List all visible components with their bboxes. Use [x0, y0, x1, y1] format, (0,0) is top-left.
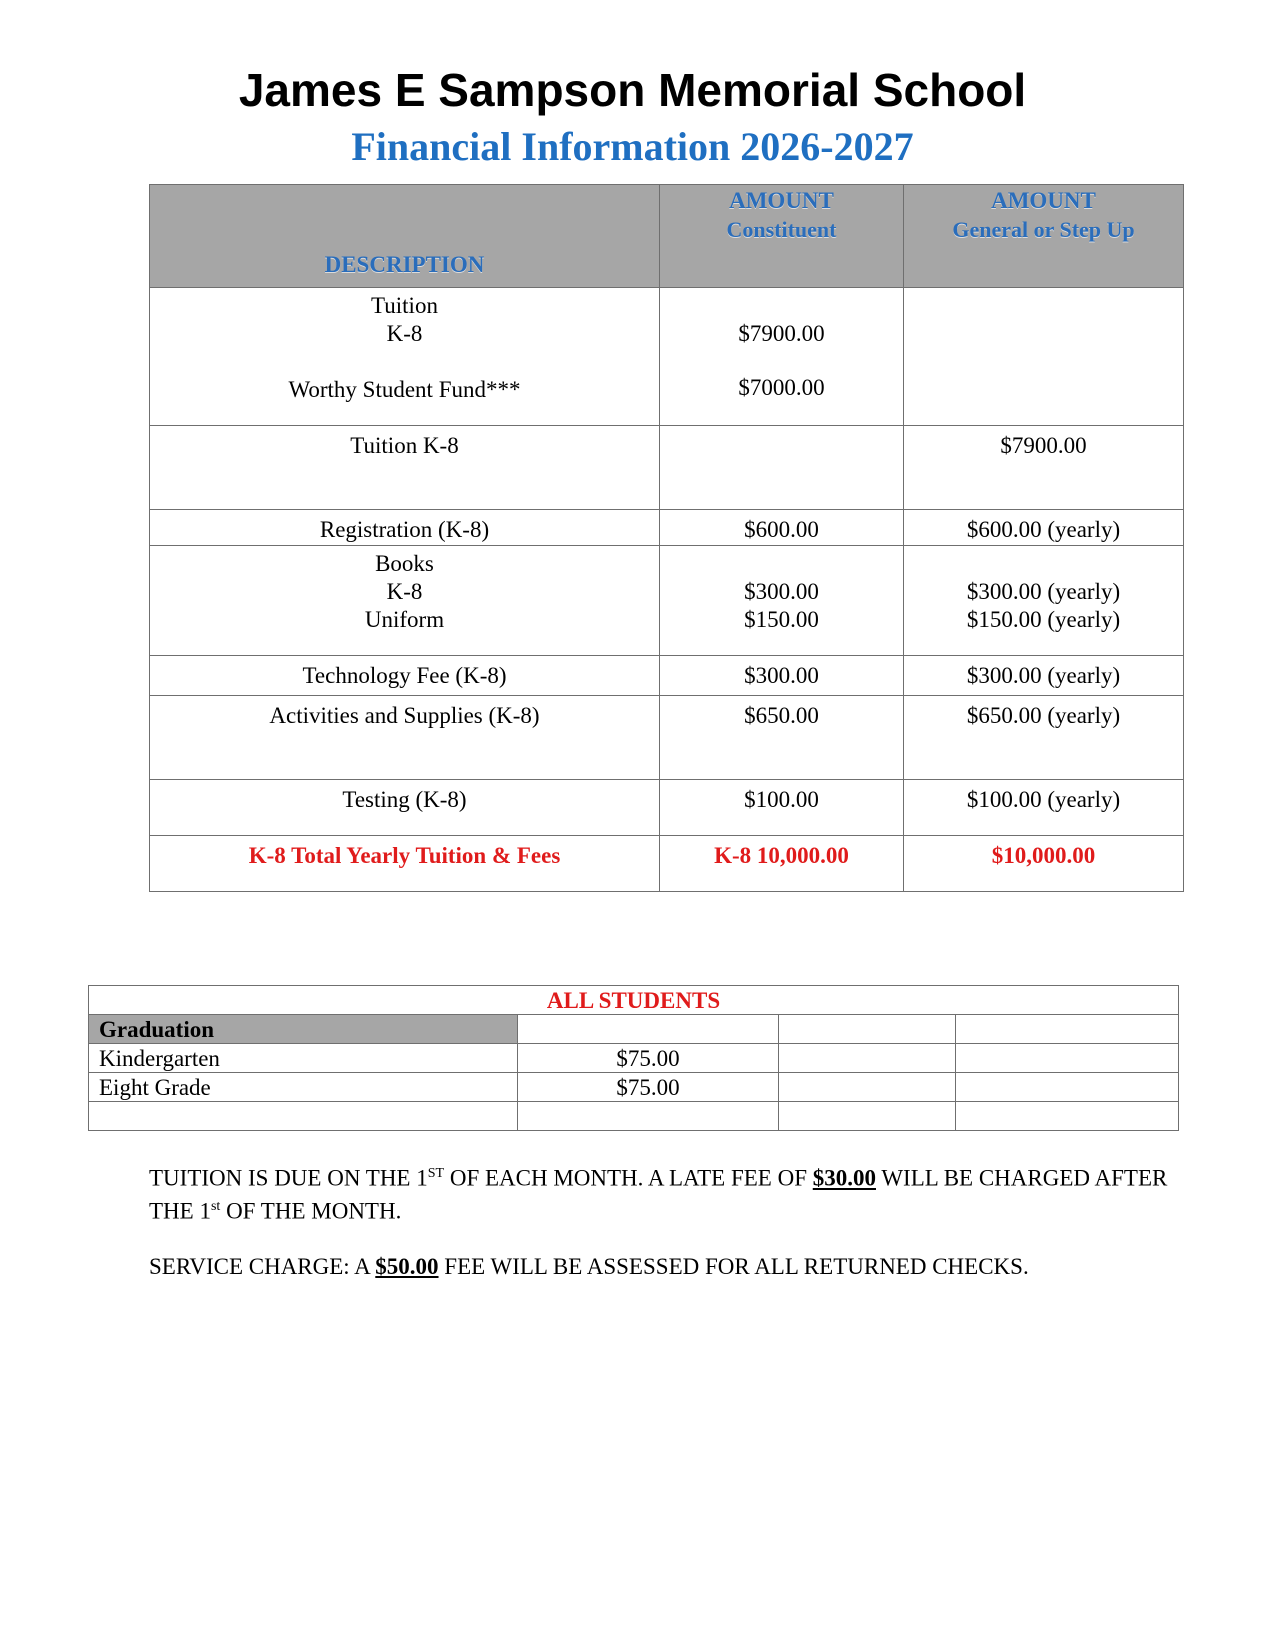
header-amount-label: AMOUNT — [729, 188, 834, 213]
header-constituent-label: Constituent — [726, 217, 837, 242]
empty-cell — [518, 1102, 779, 1131]
header-description: DESCRIPTION — [150, 185, 660, 288]
cell-amount-general: $300.00 (yearly) — [904, 656, 1184, 696]
empty-cell — [779, 1102, 956, 1131]
graduation-row — [89, 1044, 1179, 1073]
document-subtitle: Financial Information 2026-2027 — [351, 124, 914, 169]
tuition-due-note: TUITION IS DUE ON THE 1ST OF EACH MONTH. A LATE FEE OF $30.00 WILL BE CHARGED AFTER THE 1st OF THE MONTH. — [149, 1165, 1168, 1224]
row-tuition-general — [150, 426, 1184, 510]
cell-description: Tuition K-8 — [150, 426, 660, 510]
cell-amount-constituent — [660, 288, 904, 426]
row-registration — [150, 510, 1184, 546]
cell-total-general: $10,000.00 — [904, 836, 1184, 892]
cell-description: Activities and Supplies (K-8) — [150, 696, 660, 780]
graduation-item-amount: $75.00 — [518, 1044, 779, 1073]
cell-amount-constituent — [660, 426, 904, 510]
desc-line: Worthy Student Fund*** — [288, 377, 521, 402]
cell-amount-general: $650.00 (yearly) — [904, 696, 1184, 780]
empty-cell — [518, 1015, 779, 1044]
cell-amount-general: $600.00 (yearly) — [904, 510, 1184, 546]
cell-total-description: K-8 Total Yearly Tuition & Fees — [150, 836, 660, 892]
desc-line: Books — [375, 551, 434, 576]
cell-total-constituent: K-8 10,000.00 — [660, 836, 904, 892]
empty-cell — [956, 1015, 1179, 1044]
cell-amount-general — [904, 546, 1184, 656]
cell-description — [150, 288, 660, 426]
payment-notes — [149, 1160, 1199, 1309]
fee-table — [149, 184, 1184, 892]
late-fee-amount: $30.00 — [812, 1165, 876, 1191]
desc-line: K-8 — [386, 579, 423, 604]
cell-amount-general: $7900.00 — [904, 426, 1184, 510]
cell-description — [150, 546, 660, 656]
cell-amount-constituent: $650.00 — [660, 696, 904, 780]
header-general-label: General or Step Up — [952, 217, 1135, 242]
service-charge-note: SERVICE CHARGE: A $50.00 FEE WILL BE ASSESSED FOR ALL RETURNED CHECKS. — [149, 1254, 1029, 1280]
graduation-label: Graduation — [89, 1015, 518, 1044]
graduation-item-amount: $75.00 — [518, 1073, 779, 1102]
row-activities — [150, 696, 1184, 780]
service-fee-amount: $50.00 — [375, 1254, 439, 1280]
empty-cell — [89, 1102, 518, 1131]
cell-amount-constituent — [660, 546, 904, 656]
header-amount-general — [904, 185, 1184, 288]
row-technology — [150, 656, 1184, 696]
cell-amount-constituent: $100.00 — [660, 780, 904, 836]
row-testing — [150, 780, 1184, 836]
desc-line: Tuition — [371, 293, 438, 318]
empty-cell — [956, 1044, 1179, 1073]
empty-cell — [779, 1073, 956, 1102]
empty-cell — [779, 1044, 956, 1073]
header-amount-label: AMOUNT — [991, 188, 1096, 213]
header-amount-constituent — [660, 185, 904, 288]
graduation-table — [88, 985, 1179, 1131]
empty-cell — [956, 1102, 1179, 1131]
cell-description: Testing (K-8) — [150, 780, 660, 836]
graduation-item-name: Eight Grade — [89, 1073, 518, 1102]
graduation-heading-row — [89, 986, 1179, 1015]
graduation-empty-row — [89, 1102, 1179, 1131]
amount-value: $7900.00 — [738, 321, 825, 346]
all-students-heading: ALL STUDENTS — [89, 986, 1179, 1015]
cell-amount-constituent: $600.00 — [660, 510, 904, 546]
amount-value: $300.00 (yearly) — [966, 579, 1121, 604]
graduation-row — [89, 1073, 1179, 1102]
school-name: James E Sampson Memorial School — [238, 64, 1027, 116]
cell-description: Technology Fee (K-8) — [150, 656, 660, 696]
amount-value: $7000.00 — [738, 375, 825, 400]
cell-amount-constituent: $300.00 — [660, 656, 904, 696]
graduation-label-row — [89, 1015, 1179, 1044]
amount-value: $150.00 — [744, 607, 819, 632]
empty-cell — [956, 1073, 1179, 1102]
cell-amount-general — [904, 288, 1184, 426]
cell-description: Registration (K-8) — [150, 510, 660, 546]
row-books-uniform — [150, 546, 1184, 656]
empty-cell — [779, 1015, 956, 1044]
cell-amount-general: $100.00 (yearly) — [904, 780, 1184, 836]
amount-value: $150.00 (yearly) — [966, 607, 1121, 632]
desc-line: Uniform — [364, 607, 445, 632]
row-total — [150, 836, 1184, 892]
row-tuition-constituent — [150, 288, 1184, 426]
graduation-item-name: Kindergarten — [89, 1044, 518, 1073]
amount-value: $300.00 — [744, 579, 819, 604]
desc-line: K-8 — [386, 321, 423, 346]
fee-table-header-row — [150, 185, 1184, 288]
